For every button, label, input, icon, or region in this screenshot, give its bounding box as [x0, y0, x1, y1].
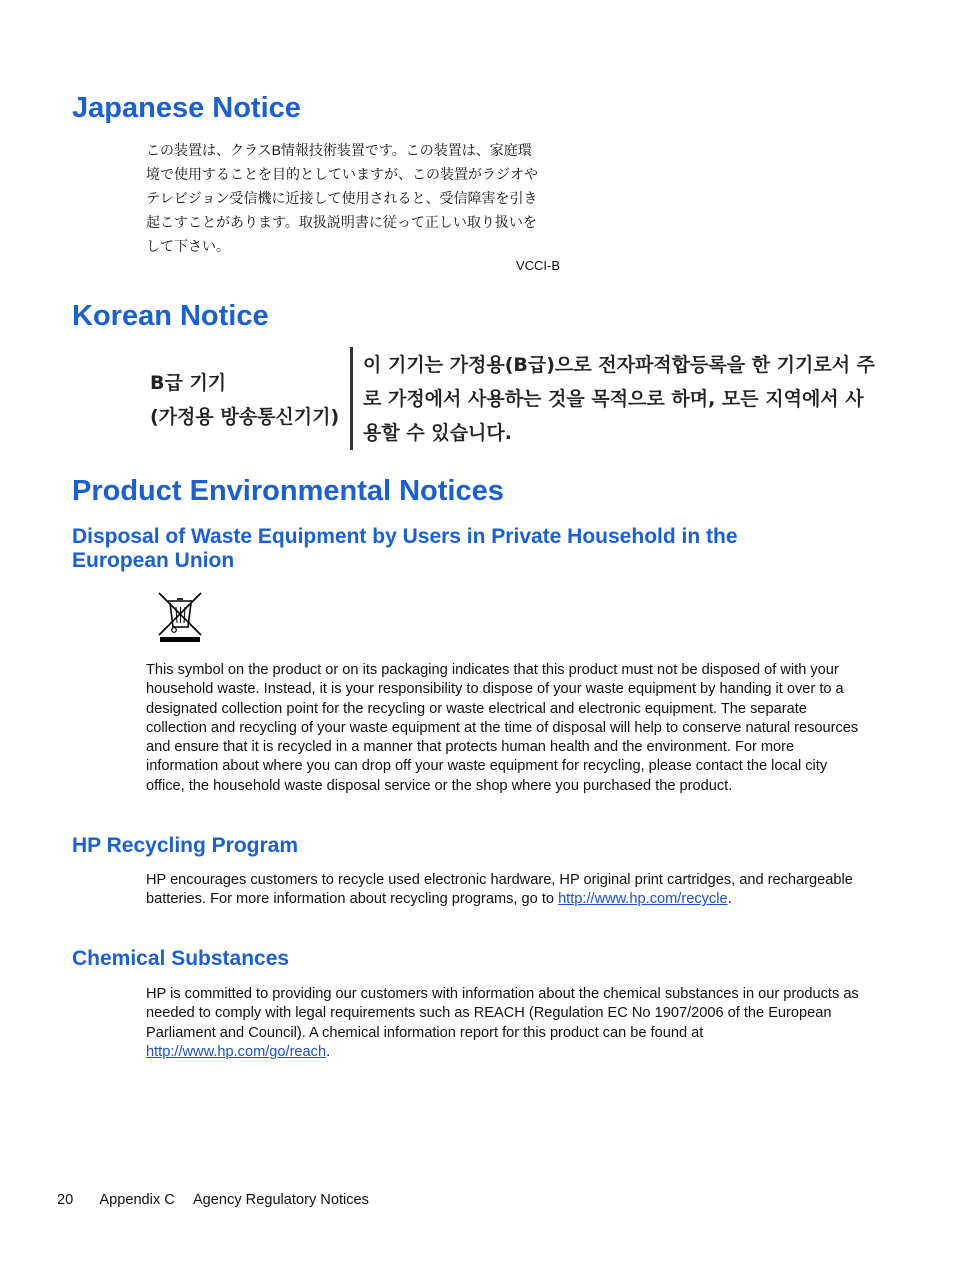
disposal-heading: Disposal of Waste Equipment by Users in Private Household in the European Union — [72, 525, 738, 572]
chemical-heading: Chemical Substances — [72, 947, 290, 970]
korean-notice-text — [363, 348, 903, 450]
korean-left-line: (가정용 방송통신기기) — [150, 406, 340, 428]
page-number: 20 — [57, 1192, 74, 1208]
japanese-line: テレビジョン受信機に近接して使用されると、受信障害を引き — [146, 190, 538, 206]
recycling-text — [146, 871, 868, 910]
korean-right-line: 이 기기는 가정용(B급)으로 전자파적합등록을 한 기기로서 주 — [363, 354, 876, 376]
japanese-line: して下さい。 — [146, 238, 230, 254]
disposal-text: This symbol on the product or on its packaging indicates that this product must not be disposed of with your household waste. Instead, it is your responsibility to dispose of your waste equipment by handing it over to a designated collection point for the recycling or waste electrical and electronic equipment. The separate collection and recycling of your waste equipment at the time of disposal will help to conserve natural resources and ensure that it is recycled in a manner that protects human health and the environment. For more information about where you can drop off your waste equipment for recycling, please contact the local city office, the household waste disposal service or the shop where you purchased the product. — [146, 662, 859, 794]
recycling-text-after: . — [727, 891, 732, 908]
chemical-text-before: HP is committed to providing our customers with information about the chemical substances in our products as needed to comply with legal requirements such as REACH (Regulation EC No 1907/2006 of the European Parliament and Council). A chemical information report for this product can be found at — [146, 986, 859, 1041]
vcci-mark: VCCI-B — [515, 258, 560, 273]
korean-right-line: 로 가정에서 사용하는 것을 목적으로 하며, 모든 지역에서 사 — [363, 388, 864, 410]
korean-divider — [350, 347, 353, 450]
korean-class-label — [150, 366, 345, 434]
chemical-text — [146, 985, 868, 1062]
environmental-notices-heading: Product Environmental Notices — [72, 475, 504, 507]
footer-appendix: Appendix C — [99, 1192, 175, 1208]
japanese-line: 境で使用することを目的としていますが、この装置がラジオや — [146, 166, 538, 182]
korean-right-line: 용할 수 있습니다. — [363, 422, 512, 444]
japanese-line: 起こすことがあります。取扱説明書に従って正しい取り扱いを — [146, 214, 537, 230]
japanese-notice-heading: Japanese Notice — [72, 92, 301, 124]
page-footer — [57, 1192, 369, 1208]
footer-section: Agency Regulatory Notices — [192, 1192, 369, 1208]
recycling-text-before: HP encourages customers to recycle used electronic hardware, HP original print cartridges, and rechargeable batteries. For more information about recycling programs, go to — [146, 872, 853, 908]
recycling-link[interactable]: http://www.hp.com/recycle — [558, 891, 728, 908]
japanese-line: この装置は、クラスB情報技術装置です。この装置は、家庭環 — [146, 142, 532, 158]
korean-left-line: B급 기기 — [150, 372, 227, 394]
crossed-out-wheelie-bin-icon — [157, 591, 203, 643]
korean-notice-heading: Korean Notice — [72, 300, 269, 332]
chemical-link[interactable]: http://www.hp.com/go/reach — [146, 1043, 327, 1060]
recycling-heading: HP Recycling Program — [72, 834, 299, 857]
japanese-notice-text — [146, 138, 564, 258]
chemical-text-after: . — [326, 1043, 331, 1060]
